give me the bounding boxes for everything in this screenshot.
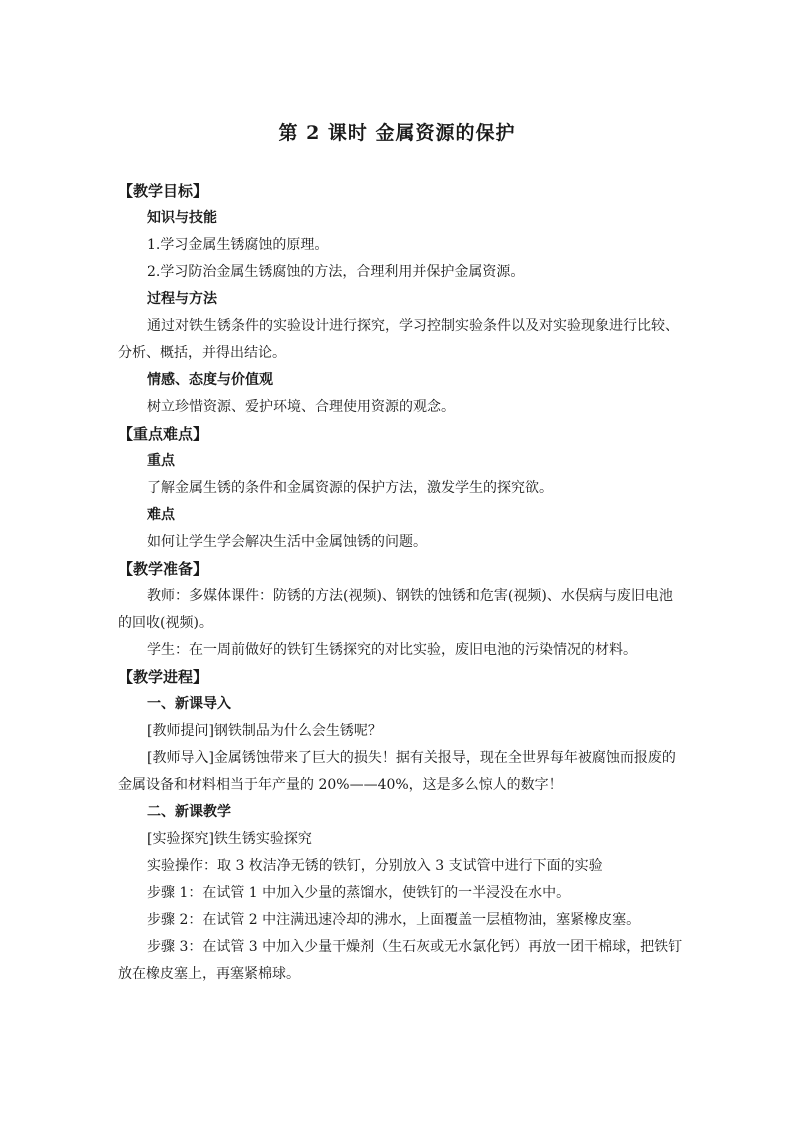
paragraph-line: [教师提问]钢铁制品为什么会生锈呢？: [147, 723, 382, 739]
paragraph-line: 步骤 2：在试管 2 中注满迅速冷却的沸水，上面覆盖一层植物油，塞紧橡皮塞。: [147, 912, 641, 928]
subsection-heading: 一、新课导入: [147, 696, 231, 712]
section-heading: 【教学进程】: [118, 668, 209, 686]
paragraph-line: 了解金属生锈的条件和金属资源的保护方法，激发学生的探究欲。: [147, 480, 553, 496]
paragraph-line: 学生：在一周前做好的铁钉生锈探究的对比实验，废旧电池的污染情况的材料。: [147, 642, 637, 658]
paragraph-line: 步骤 3：在试管 3 中加入少量干燥剂（生石灰或无水氯化钙）再放一团干棉球，把铁钉: [147, 939, 683, 955]
paragraph-line: [教师导入]金属锈蚀带来了巨大的损失！据有关报导，现在全世界每年被腐蚀而报废的: [147, 750, 676, 766]
subsection-heading: 情感、态度与价值观: [147, 372, 273, 388]
subsection-heading: 知识与技能: [147, 210, 217, 226]
paragraph-line: 如何让学生学会解决生活中金属蚀锈的问题。: [147, 534, 427, 550]
subsection-heading: 二、新课教学: [147, 804, 231, 820]
paragraph-continuation: 金属设备和材料相当于年产量的 20%——40%，这是多么惊人的数字！: [118, 777, 563, 793]
document-body: [118, 178, 688, 988]
paragraph-continuation: 放在橡皮塞上，再塞紧棉球。: [118, 966, 300, 982]
subsection-heading: 过程与方法: [147, 291, 217, 307]
section-heading: 【教学准备】: [118, 560, 209, 578]
paragraph-line: 通过对铁生锈条件的实验设计进行探究，学习控制实验条件以及对实验现象进行比较、: [147, 318, 679, 334]
paragraph-line: 步骤 1：在试管 1 中加入少量的蒸馏水，使铁钉的一半浸没在水中。: [147, 885, 571, 901]
paragraph-line: 2.学习防治金属生锈腐蚀的方法，合理利用并保护金属资源。: [147, 264, 525, 280]
section-heading: 【教学目标】: [118, 182, 209, 200]
paragraph-line: 树立珍惜资源、爱护环境、合理使用资源的观念。: [147, 399, 455, 415]
paragraph-line: 实验操作：取 3 枚洁净无锈的铁钉，分别放入 3 支试管中进行下面的实验: [147, 858, 603, 874]
section-heading: 【重点难点】: [118, 425, 209, 443]
paragraph-line: [实验探究]铁生锈实验探究: [147, 831, 312, 847]
paragraph-line: 1.学习金属生锈腐蚀的原理。: [147, 237, 329, 253]
subsection-heading: 难点: [147, 507, 175, 523]
paragraph-line: 教师：多媒体课件：防锈的方法(视频)、钢铁的蚀锈和危害(视频)、水俣病与废旧电池: [147, 588, 673, 604]
paragraph-continuation: 的回收(视频)。: [118, 615, 213, 631]
paragraph-continuation: 分析、概括，并得出结论。: [118, 345, 286, 361]
page-title: 第 2 课时 金属资源的保护: [278, 122, 516, 144]
subsection-heading: 重点: [147, 453, 175, 469]
